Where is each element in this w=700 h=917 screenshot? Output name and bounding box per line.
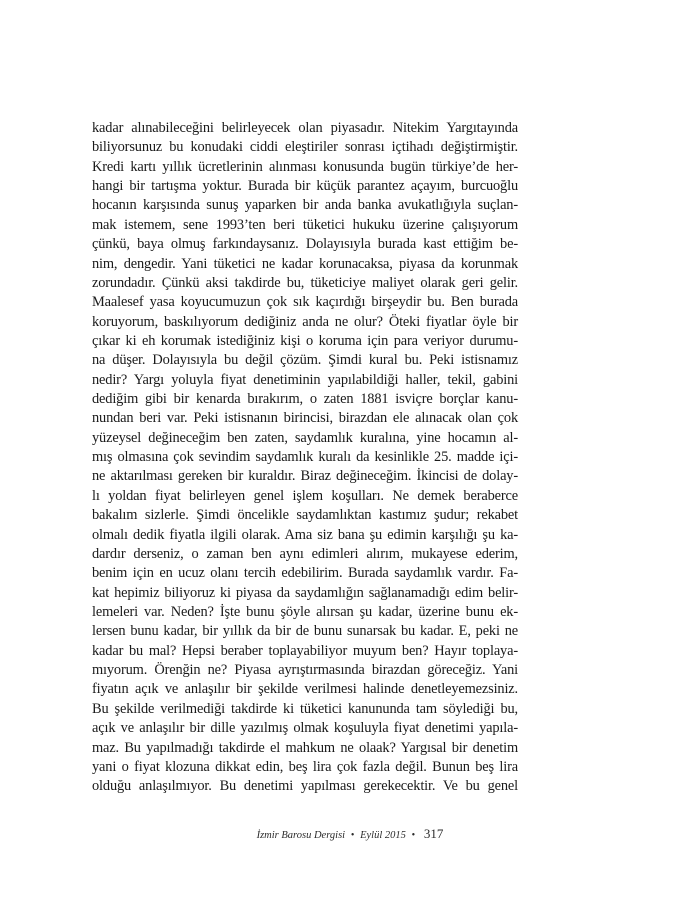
text-line: bakalım sizlerle. Şimdi öncelikle saydamlıktan kastımız şudur; rekabet xyxy=(92,507,518,524)
text-line: na düşer. Dolayısıyla bu değil çözüm. Şimdi kural bu. Peki istisnamız xyxy=(92,352,518,369)
text-line: lersen bunu kadar, bir yıllık da bir de bunu sunarsak bu kadar. E, peki ne xyxy=(92,623,518,640)
text-line: biliyorsunuz bu konudaki ciddi eleştiriler sonrası içtihadı değiştirmiştir. xyxy=(92,139,518,156)
text-line: nedir? Yargı yoluyla fiyat denetiminin yapılabildiği haller, tekil, gabini xyxy=(92,371,518,388)
text-line: hangi bir tartışma yoktur. Burada bir küçük parantez açayım, burcuoğlu xyxy=(92,178,518,195)
text-line: mıyorum. Örenğin ne? Piyasa ayrıştırmasında birazdan göreceğiz. Yani xyxy=(92,662,518,679)
footer-separator: • xyxy=(411,830,416,841)
body-text xyxy=(92,119,518,797)
text-line: mış olmasına çok sevindim saydamlık kuralı da kesinlikle 25. madde içi- xyxy=(92,449,518,466)
text-line: Maalesef yasa koyucumuzun çok sık kaçırdığı birşeydir bu. Ben burada xyxy=(92,294,518,311)
text-line: ne aktarılması gereken bir kuraldır. Biraz değineceğim. İkincisi de dolay- xyxy=(92,468,518,485)
text-line: çıkar ki eh korumak istediğiniz kişi o koruma için para veriyor durumu- xyxy=(92,332,518,349)
text-line: dardır derseniz, o zaman ben aynı edimleri alırım, mukayese ederim, xyxy=(92,545,518,562)
text-line: mak istemem, sene 1993’ten beri tüketici hukuku üzerine çalışıyorum xyxy=(92,216,518,233)
text-line: nundan beri var. Peki istisnanın birincisi, birazdan ele alınacak olan çok xyxy=(92,410,518,427)
text-line: olmalı dedik fiyatla ilgili olarak. Ama siz bana şu edimin karşılığı şu ka- xyxy=(92,526,518,543)
text-line: yani o fiyat klozuna dikkat edin, beş lira çok fazla değil. Bunun beş lira xyxy=(92,758,518,775)
text-line: lemeleri var. Neden? İşte bunu şöyle alırsan şu kadar, üzerine bunu ek- xyxy=(92,603,518,620)
journal-name: İzmir Barosu Dergisi xyxy=(256,830,346,841)
text-line: yüzeysel değineceğim ben zaten, saydamlık kuralına, yine hocamın al- xyxy=(92,429,518,446)
page-footer xyxy=(0,826,700,842)
text-line: koruyorum, baskılıyorum dediğiniz anda ne olur? Öteki fiyatlar öyle bir xyxy=(92,313,518,330)
text-line: kadar bu mal? Hepsi beraber toplayabiliyor muyum ben? Hayır toplaya- xyxy=(92,642,518,659)
text-line: kadar alınabileceğini belirleyecek olan piyasadır. Nitekim Yargıtayında xyxy=(92,120,518,136)
text-line: dediğim gibi bir kenarda bırakırım, o zaten 1881 isviçre borçlar kanu- xyxy=(92,391,518,408)
text-line: açık ve anlaşılır bir dille yazılmış olmak koşuluyla fiyat denetimi yapıla- xyxy=(92,720,518,737)
text-line: olduğu anlaşılmıyor. Bu denetimi yapılması gerekecektir. Ve bu genel xyxy=(92,778,518,795)
text-line: fiyatın açık ve anlaşılır bir şekilde verilmesi halinde denetleyemezsiniz. xyxy=(92,681,518,698)
text-line: benim için en ucuz olanı tercih edebilirim. Burada saydamlık vardır. Fa- xyxy=(92,565,518,582)
text-line: maz. Bu yapılmadığı takdirde el mahkum ne olaak? Yargısal bir denetim xyxy=(92,739,518,756)
text-line: zorundadır. Çünkü aksi takdirde bu, tüketiciye maliyet olarak geri gelir. xyxy=(92,274,518,291)
text-line: Bu şekilde verilmediği takdirde ki tüketici kanununda tam söylediği bu, xyxy=(92,700,518,717)
text-line: nim, dengedir. Yani tüketici ne kadar korunacaksa, piyasa da korunmak xyxy=(92,255,518,272)
page-number: 317 xyxy=(423,826,444,841)
text-line: kat hepimiz biliyoruz ki piyasa da saydamlığın sağlanamadığı edim belir- xyxy=(92,584,518,601)
footer-separator: • xyxy=(350,830,355,841)
issue-date: Eylül 2015 xyxy=(360,830,406,841)
text-line: çünkü, baya olmuş farkındaysanız. Dolayısıyla burada kast ettiğim be- xyxy=(92,236,518,253)
text-line: hocanın karşısında sunuş yaparken bir anda banka avukatlığıyla suçlan- xyxy=(92,197,518,214)
text-line: lı yoldan fiyat belirleyen genel işlem koşulları. Ne demek beraberce xyxy=(92,487,518,504)
text-line: Kredi kartı yıllık ücretlerinin alınması konusunda bugün türkiye’de her- xyxy=(92,158,518,175)
